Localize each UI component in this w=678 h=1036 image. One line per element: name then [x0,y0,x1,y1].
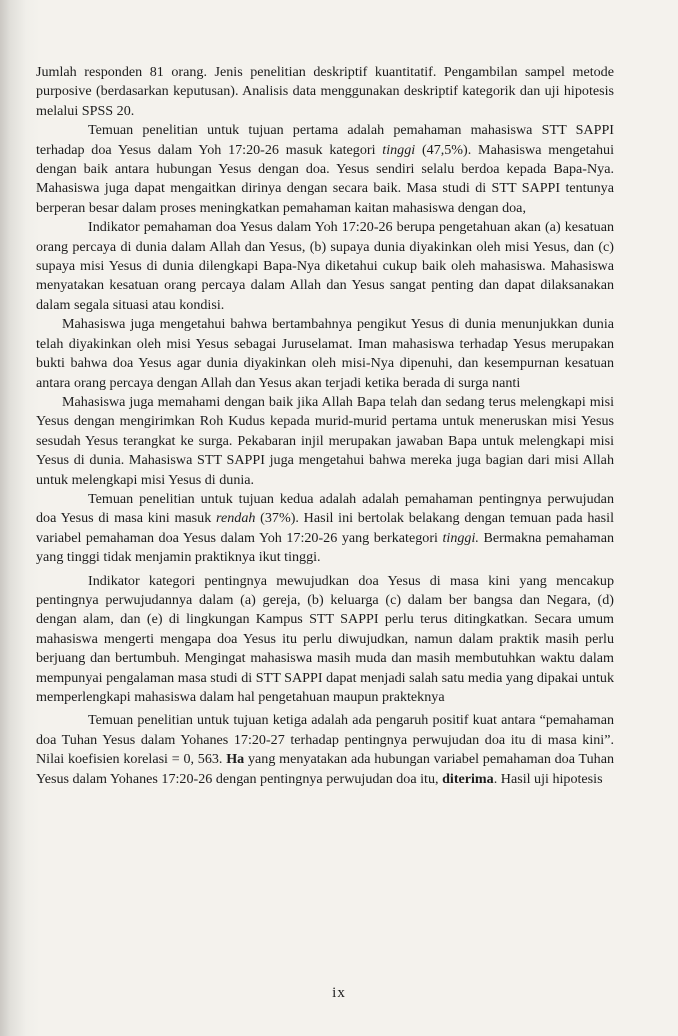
paragraph-holy-spirit: Mahasiswa juga memahami dengan baik jika Allah Bapa telah dan sedang terus melengkapi misi Yesus dengan mengirimkan Roh Kudus kepada murid-murid pertama untuk meneruskan misi Yesus sesudah Yesus terangkat ke surga. Pekabaran injil merupakan jawaban Bapa untuk melengkapi misi Yesus di dunia. Mahasiswa STT SAPPI juga mengetahui bahwa mereka juga bagian dari misi Allah untuk melengkapi misi Yesus di dunia. [36,393,614,488]
paragraph-sampling: Jumlah responden 81 orang. Jenis penelitian deskriptif kuantitatif. Pengambilan sampel metode purposive (berdasarkan keputusan). Analisis data menggunakan deskriptif kategorik dan uji hipotesis melalui SPSS 20. [36,64,614,119]
body-text [36,63,614,789]
paragraph-indicator-one: Indikator pemahaman doa Yesus dalam Yoh 17:20-26 berupa pengetahuan akan (a) kesatuan orang percaya di dunia dalam Allah dan Yesus, (b) supaya dunia diyakinkan oleh misi Yesus, dan (c) supaya misi Yesus di dunia dilengkapi Bapa-Nya diketahui cukup baik oleh mahasiswa. Mahasiswa menyatakan kesatuan orang percaya dalam Allah dan Yesus sangat penting dan dapat dilaksanakan dalam segala situasi atau kondisi. [36,219,614,313]
category-rendah: rendah [216,510,256,527]
finding-two-text-a: Temuan penelitian untuk tujuan kedua adalah adalah pemahaman pentingnya perwujudan doa Yesus di masa kini masuk [36,490,614,527]
paragraph-finding-one [36,121,614,218]
finding-three-text-a: Temuan penelitian untuk tujuan ketiga adalah ada pengaruh positif kuat antara “pemahaman doa Tuhan Yesus dalam Yohanes 17:20-27 terhadap pentingnya perwujudan doa itu di masa kini”. Nilai koefisien korelasi = 0, 563. [36,712,614,768]
finding-two-text-b: (37%). Hasil ini bertolak belakang dengan temuan pada hasil variabel pemahaman doa Yesus dalam Yoh 17:20-26 yang berkategori [36,510,614,546]
finding-three-text-b: yang menyatakan ada hubungan variabel pemahaman doa Tuhan Yesus dalam Yohanes 17:20-26 dengan pentingnya perwujudan doa itu, [36,751,615,787]
finding-one-text-b: (47,5%). Mahasiswa mengetahui dengan baik antara hubungan Yesus dengan doa. Yesus sendiri selalu berdoa kepada Bapa-Nya. Mahasiswa juga dapat mengaitkan dirinya dengan secara baik. Masa studi di STT SAPPI tentunya berperan besar dalam proses meningkatkan pemahaman kaitan mahasiswa dengan doa, [36,141,614,216]
paragraph-finding-two [36,490,614,568]
page-number: ix [332,985,346,1001]
paragraph-mission-belief: Mahasiswa juga mengetahui bahwa bertambahnya pengikut Yesus di dunia menunjukkan dunia telah diyakinkan oleh misi Yesus sebagai Juruselamat. Iman mahasiswa terhadap Yesus merupakan bukti bahwa doa Yesus agar dunia diyakinkan oleh misi-Nya dipenuhi, dan kesempurnan kesatuan antara orang percaya dengan Allah dan Yesus akan terjadi ketika berada di surga nanti [36,316,614,391]
hypothesis-accepted: diterima [442,770,494,787]
category-tinggi-2: tinggi. [442,529,479,546]
hypothesis-ha: Ha [226,751,245,768]
paragraph-indicator-two: Indikator kategori pentingnya mewujudkan doa Yesus di masa kini yang mencakup pentingnya perwujudannya dalam (a) gereja, (b) keluarga (c) dalam ber bangsa dan Negara, (d) dengan alam, dan (e) di lingkungan Kampus STT SAPPI perlu terus ditingkatkan. Secara umum mahasiswa mengerti mengapa doa Yesus itu perlu diwujudkan, namun dalam praktik masih perlu berjuang dan bertumbuh. Mengingat mahasiswa masih muda dan masih membutuhkan waktu dalam mempunyai pengalaman masa studi di STT SAPPI dapat menjadi salah satu media yang dipakai untuk memperlengkapi mahasiswa dalam hal pengetahuan maupun prakteknya [36,572,614,705]
finding-one-text-a: Temuan penelitian untuk tujuan pertama adalah pemahaman mahasiswa STT SAPPI terhadap doa Yesus dalam Yoh 17:20-26 masuk kategori [36,122,614,158]
category-tinggi: tinggi [382,141,416,158]
paragraph-finding-three [36,711,614,789]
finding-three-text-c: . Hasil uji hipotesis [493,770,603,787]
finding-two-text-c: Bermakna pemahaman yang tinggi tidak menjamin praktiknya ikut tinggi. [36,529,614,566]
